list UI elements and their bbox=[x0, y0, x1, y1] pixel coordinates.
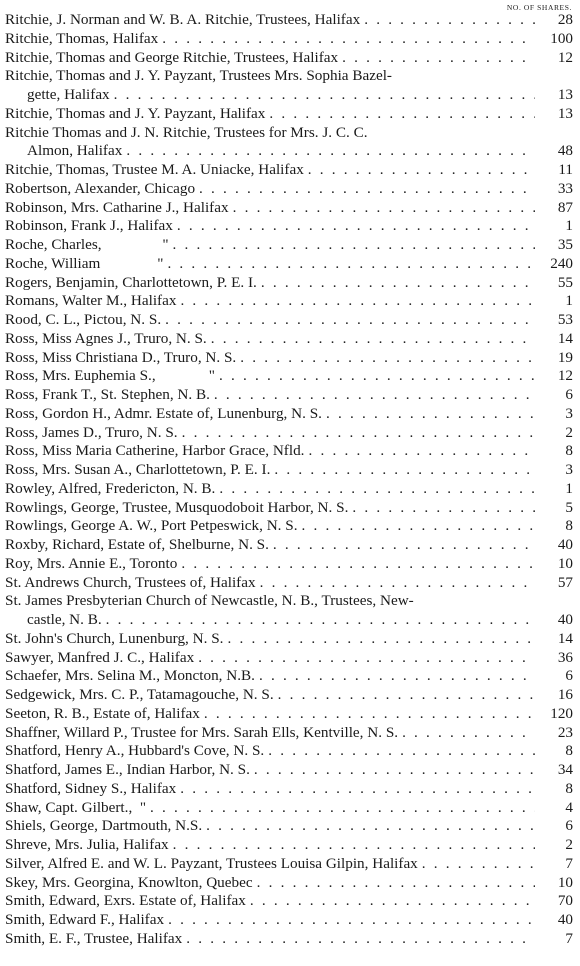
share-count: 8 bbox=[565, 442, 573, 460]
list-item bbox=[5, 911, 573, 930]
list-item bbox=[5, 836, 573, 855]
dot-leader bbox=[360, 11, 535, 30]
list-item bbox=[5, 124, 573, 143]
list-item bbox=[5, 311, 573, 330]
dot-leader bbox=[195, 180, 535, 199]
list-item-continuation bbox=[5, 611, 573, 630]
shareholder-name-continuation: castle, N. B. bbox=[27, 611, 102, 628]
shareholder-name: Robertson, Alexander, Chicago bbox=[5, 179, 196, 197]
list-item bbox=[5, 274, 573, 293]
dot-leader bbox=[146, 799, 535, 818]
share-count: 13 bbox=[557, 86, 573, 103]
dot-leader bbox=[194, 649, 535, 668]
share-count: 3 bbox=[565, 404, 573, 422]
dot-leader bbox=[257, 274, 535, 293]
share-count: 8 bbox=[565, 779, 573, 797]
shareholder-name: St. John's Church, Lunenburg, N. S. bbox=[5, 629, 224, 647]
shareholder-name: Silver, Alfred E. and W. L. Payzant, Trustees Louisa Gilpin, Halifax bbox=[5, 854, 418, 872]
list-item bbox=[5, 780, 573, 799]
share-count: 87 bbox=[557, 198, 573, 216]
dot-leader bbox=[158, 30, 535, 49]
list-item bbox=[5, 592, 573, 611]
list-item bbox=[5, 255, 573, 274]
share-count: 2 bbox=[565, 836, 573, 853]
dot-leader bbox=[169, 236, 535, 255]
shareholder-name: Shatford, James E., Indian Harbor, N. S. bbox=[5, 761, 250, 778]
shareholder-name-continuation: Almon, Halifax bbox=[27, 142, 123, 160]
list-item bbox=[5, 742, 573, 761]
dot-leader bbox=[169, 836, 535, 855]
shareholder-name: Rowlings, George, Trustee, Musquodoboit Harbor, N. S. bbox=[5, 498, 349, 516]
shareholder-name: Skey, Mrs. Georgina, Knowlton, Quebec bbox=[5, 873, 253, 891]
dot-leader bbox=[223, 630, 535, 649]
shareholder-name: Shiels, George, Dartmouth, N.S. bbox=[5, 817, 203, 835]
share-count: 3 bbox=[565, 461, 573, 478]
share-count: 53 bbox=[557, 311, 573, 328]
share-count: 14 bbox=[557, 629, 573, 647]
list-item bbox=[5, 705, 573, 724]
dot-leader bbox=[250, 761, 535, 780]
share-count: 6 bbox=[565, 817, 573, 835]
shareholder-name: Robinson, Frank J., Halifax bbox=[5, 217, 173, 235]
list-item bbox=[5, 817, 573, 836]
shareholder-name: Ritchie, Thomas, Halifax bbox=[5, 29, 159, 47]
shareholder-name: Shatford, Sidney S., Halifax bbox=[5, 779, 177, 797]
list-item bbox=[5, 330, 573, 349]
share-count: 4 bbox=[565, 798, 573, 816]
dot-leader bbox=[164, 911, 535, 930]
dot-leader bbox=[176, 780, 535, 799]
dot-leader bbox=[210, 386, 535, 405]
dot-leader bbox=[176, 292, 535, 311]
shareholder-name: Seeton, R. B., Estate of, Halifax bbox=[5, 704, 200, 722]
share-count: 10 bbox=[557, 873, 573, 891]
share-count: 40 bbox=[557, 536, 573, 553]
list-item bbox=[5, 461, 573, 480]
list-item bbox=[5, 424, 573, 443]
share-count: 36 bbox=[557, 648, 573, 666]
share-count: 5 bbox=[565, 498, 573, 516]
dot-leader bbox=[207, 330, 535, 349]
shareholder-name-continuation: gette, Halifax bbox=[27, 86, 110, 103]
shareholder-name: Ritchie, J. Norman and W. B. A. Ritchie, Trustees, Halifax bbox=[5, 11, 361, 28]
dot-leader bbox=[163, 255, 535, 274]
shareholder-name: Ross, Miss Maria Catherine, Harbor Grace, Nfld. bbox=[5, 442, 305, 460]
list-item-continuation bbox=[5, 142, 573, 161]
dot-leader bbox=[269, 536, 535, 555]
dot-leader bbox=[110, 86, 535, 105]
dot-leader bbox=[338, 49, 535, 68]
shareholder-name: Ritchie, Thomas and J. Y. Payzant, Trustees Mrs. Sophia Bazel- bbox=[5, 67, 392, 85]
list-item bbox=[5, 761, 573, 780]
list-item bbox=[5, 217, 573, 236]
shareholder-name: Shreve, Mrs. Julia, Halifax bbox=[5, 836, 169, 853]
list-item bbox=[5, 442, 573, 461]
share-count: 33 bbox=[557, 179, 573, 197]
share-count: 120 bbox=[550, 704, 573, 722]
dot-leader bbox=[265, 105, 535, 124]
share-count: 11 bbox=[558, 161, 573, 178]
list-item bbox=[5, 30, 573, 49]
shareholder-name: Romans, Walter M., Halifax bbox=[5, 292, 177, 310]
share-count: 10 bbox=[557, 554, 573, 572]
list-item-continuation bbox=[5, 86, 573, 105]
share-count: 34 bbox=[557, 761, 573, 778]
shareholder-name: Ritchie, Thomas and J. Y. Payzant, Halifax bbox=[5, 104, 266, 122]
share-count: 55 bbox=[557, 273, 573, 291]
list-item bbox=[5, 686, 573, 705]
shareholder-name: Shaffner, Willard P., Trustee for Mrs. Sarah Ells, Kentville, N. S. bbox=[5, 723, 399, 741]
share-count: 23 bbox=[557, 723, 573, 741]
share-count: 14 bbox=[557, 329, 573, 347]
list-item bbox=[5, 180, 573, 199]
shareholder-name: Smith, Edward, Exrs. Estate of, Halifax bbox=[5, 892, 246, 910]
dot-leader bbox=[182, 930, 535, 949]
list-item bbox=[5, 555, 573, 574]
list-item bbox=[5, 499, 573, 518]
dot-leader bbox=[102, 611, 535, 630]
shareholder-name: Robinson, Mrs. Catharine J., Halifax bbox=[5, 198, 229, 216]
share-count: 16 bbox=[557, 686, 573, 703]
shareholder-name: Ross, Miss Agnes J., Truro, N. S. bbox=[5, 329, 207, 347]
share-count: 1 bbox=[565, 217, 573, 235]
shareholder-name: Ross, Miss Christiana D., Truro, N. S. bbox=[5, 348, 237, 366]
list-item bbox=[5, 536, 573, 555]
shareholder-name: Rowlings, George A. W., Port Petpeswick, N. S. bbox=[5, 517, 298, 535]
dot-leader bbox=[418, 855, 535, 874]
list-item bbox=[5, 11, 573, 30]
shareholder-name: Sedgewick, Mrs. C. P., Tatamagouche, N. S. bbox=[5, 686, 274, 703]
share-count: 6 bbox=[565, 386, 573, 403]
list-item bbox=[5, 930, 573, 949]
shareholder-list bbox=[5, 11, 573, 949]
list-item bbox=[5, 517, 573, 536]
dot-leader bbox=[253, 874, 535, 893]
dot-leader bbox=[322, 405, 535, 424]
dot-leader bbox=[161, 311, 535, 330]
share-count: 240 bbox=[550, 254, 573, 272]
shareholder-name: Rogers, Benjamin, Charlottetown, P. E. I. bbox=[5, 273, 257, 291]
dot-leader bbox=[122, 142, 535, 161]
dot-leader bbox=[348, 499, 535, 518]
list-item bbox=[5, 49, 573, 68]
shareholder-name: Ritchie Thomas and J. N. Ritchie, Trustees for Mrs. J. C. C. bbox=[5, 123, 368, 141]
share-count: 12 bbox=[557, 367, 573, 385]
shareholder-name: Smith, E. F., Trustee, Halifax bbox=[5, 929, 183, 947]
dot-leader bbox=[255, 667, 535, 686]
dot-leader bbox=[256, 574, 535, 593]
dot-leader bbox=[229, 199, 535, 218]
list-item bbox=[5, 67, 573, 86]
dot-leader bbox=[304, 161, 535, 180]
dot-leader bbox=[274, 686, 535, 705]
shareholder-name: Roxby, Richard, Estate of, Shelburne, N. S. bbox=[5, 536, 269, 553]
shareholder-name: Ritchie, Thomas, Trustee M. A. Uniacke, Halifax bbox=[5, 161, 304, 178]
share-count: 7 bbox=[565, 854, 573, 872]
dot-leader bbox=[178, 424, 535, 443]
shareholder-name: Rood, C. L., Pictou, N. S. bbox=[5, 311, 162, 328]
share-count: 40 bbox=[557, 611, 573, 628]
shareholder-name: Ross, James D., Truro, N. S. bbox=[5, 423, 178, 441]
list-item bbox=[5, 874, 573, 893]
share-count: 6 bbox=[565, 667, 573, 685]
dot-leader bbox=[298, 517, 535, 536]
shareholder-name: Roy, Mrs. Annie E., Toronto bbox=[5, 554, 178, 572]
dot-leader bbox=[177, 555, 535, 574]
shareholder-name: Rowley, Alfred, Fredericton, N. B. bbox=[5, 479, 216, 497]
list-item bbox=[5, 649, 573, 668]
dot-leader bbox=[304, 442, 535, 461]
dot-leader bbox=[215, 480, 535, 499]
list-item bbox=[5, 161, 573, 180]
share-count: 8 bbox=[565, 742, 573, 760]
share-count: 19 bbox=[557, 348, 573, 366]
share-count: 2 bbox=[565, 423, 573, 441]
shareholder-name: Ritchie, Thomas and George Ritchie, Trustees, Halifax bbox=[5, 48, 339, 66]
shareholder-name: Ross, Mrs. Euphemia S., " bbox=[5, 367, 215, 385]
shareholder-name: St. Andrews Church, Trustees of, Halifax bbox=[5, 573, 256, 591]
dot-leader bbox=[236, 349, 535, 368]
list-item bbox=[5, 292, 573, 311]
shareholder-name: Shatford, Henry A., Hubbard's Cove, N. S. bbox=[5, 742, 265, 760]
shareholder-name: Schaefer, Mrs. Selina M., Moncton, N.B. bbox=[5, 667, 255, 685]
list-item bbox=[5, 405, 573, 424]
shareholder-name: Roche, Charles, " bbox=[5, 236, 169, 253]
shareholder-name: Smith, Edward F., Halifax bbox=[5, 911, 165, 928]
share-count: 7 bbox=[565, 929, 573, 947]
share-count: 28 bbox=[557, 11, 573, 28]
share-count: 35 bbox=[557, 236, 573, 253]
dot-leader bbox=[264, 742, 535, 761]
share-count: 1 bbox=[565, 479, 573, 497]
dot-leader bbox=[398, 724, 535, 743]
share-count: 40 bbox=[557, 911, 573, 928]
share-count: 12 bbox=[557, 48, 573, 66]
list-item bbox=[5, 574, 573, 593]
shareholder-name: St. James Presbyterian Church of Newcastle, N. B., Trustees, New- bbox=[5, 592, 414, 610]
list-item bbox=[5, 855, 573, 874]
share-count: 8 bbox=[565, 517, 573, 535]
share-count: 100 bbox=[550, 29, 573, 47]
list-item bbox=[5, 386, 573, 405]
shareholder-name: Roche, William " bbox=[5, 254, 164, 272]
list-item bbox=[5, 367, 573, 386]
dot-leader bbox=[202, 817, 535, 836]
list-item bbox=[5, 799, 573, 818]
list-item bbox=[5, 667, 573, 686]
share-count: 48 bbox=[557, 142, 573, 160]
share-count: 13 bbox=[557, 104, 573, 122]
shares-column-header: NO. OF SHARES. bbox=[506, 3, 572, 12]
list-item bbox=[5, 480, 573, 499]
shareholder-name: Ross, Mrs. Susan A., Charlottetown, P. E. I. bbox=[5, 461, 271, 478]
shareholder-name: Ross, Gordon H., Admr. Estate of, Lunenburg, N. S. bbox=[5, 404, 322, 422]
list-item bbox=[5, 105, 573, 124]
shareholder-name: Shaw, Capt. Gilbert., " bbox=[5, 798, 147, 816]
list-item bbox=[5, 199, 573, 218]
shareholder-name: Ross, Frank T., St. Stephen, N. B. bbox=[5, 386, 210, 403]
dot-leader bbox=[200, 705, 535, 724]
list-item bbox=[5, 630, 573, 649]
list-item bbox=[5, 724, 573, 743]
dot-leader bbox=[215, 367, 535, 386]
dot-leader bbox=[246, 892, 535, 911]
dot-leader bbox=[173, 217, 535, 236]
list-item bbox=[5, 236, 573, 255]
dot-leader bbox=[270, 461, 535, 480]
list-item bbox=[5, 349, 573, 368]
list-item bbox=[5, 892, 573, 911]
shareholder-name: Sawyer, Manfred J. C., Halifax bbox=[5, 648, 195, 666]
share-count: 70 bbox=[557, 892, 573, 910]
share-count: 57 bbox=[557, 573, 573, 591]
share-count: 1 bbox=[565, 292, 573, 310]
